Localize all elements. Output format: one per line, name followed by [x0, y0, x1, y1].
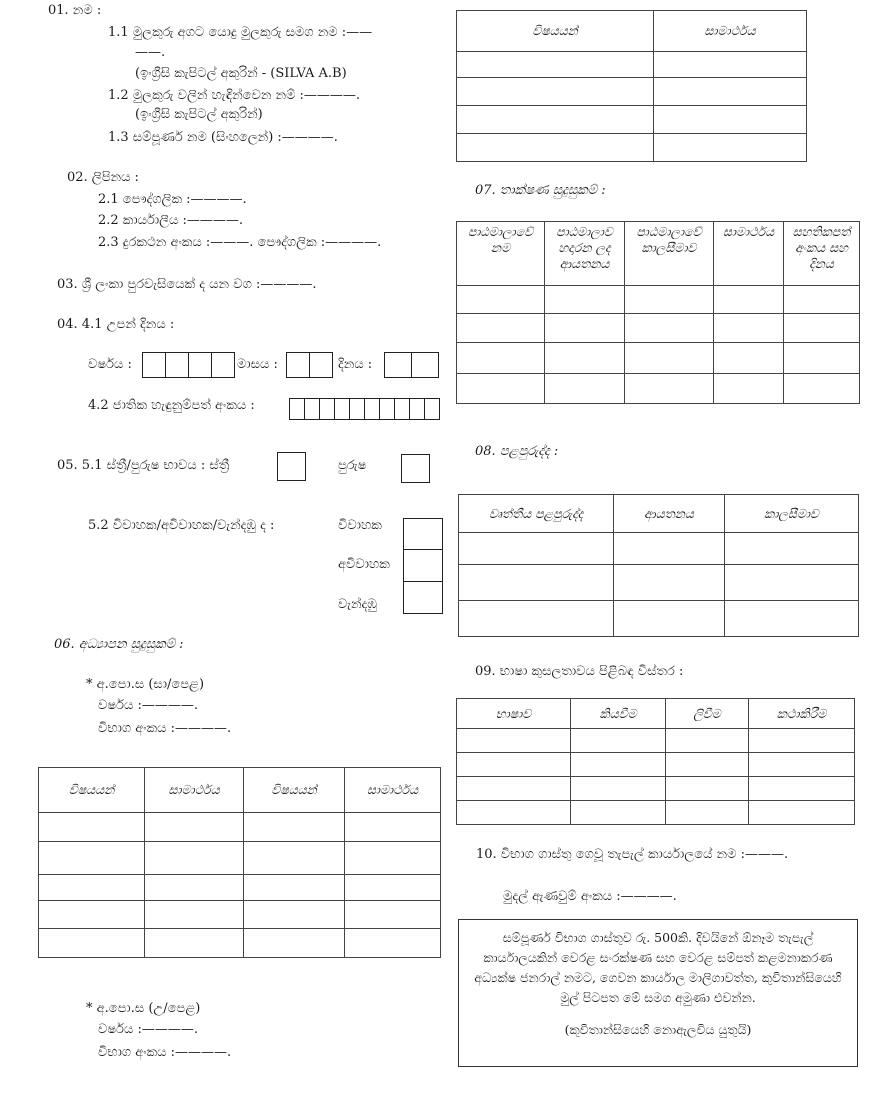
female-checkbox[interactable]	[277, 452, 306, 481]
section-02-heading: 02. ලිපිනය :	[67, 170, 139, 185]
full-name-label: 1.3 සම්පූර්ණ නම (සිංහලෙන්) :————.	[108, 130, 338, 145]
money-order-number-label: මුදල් ඇණවුම් අංකය :————.	[503, 889, 677, 904]
table-row	[457, 286, 860, 314]
section-01-heading: 01. නම :	[48, 3, 102, 18]
technical-qualifications-table	[456, 221, 860, 404]
name-with-initials-line-cont: ——.	[135, 45, 166, 60]
name-with-initials-label: 1.1 මුලකුරු අගට යොදු මුලකුරු සමග නම :——	[108, 25, 373, 40]
table-row	[457, 374, 860, 404]
table-row	[457, 314, 860, 343]
al-grade-header: සාමාර්ථය	[654, 11, 807, 52]
education-heading: 06. අධ්‍යාපන සුදුසුකම් :	[54, 637, 184, 652]
al-heading: * අ.පො.ස (උ/පෙළ)	[86, 1001, 201, 1016]
reading-header: කියවීම	[571, 699, 666, 729]
table-row	[459, 565, 859, 601]
al-year-label: වර්ෂය :————.	[98, 1022, 198, 1037]
day-input-boxes[interactable]	[385, 352, 439, 378]
married-checkbox[interactable]	[403, 518, 443, 550]
certificate-header: සහතිකපත් අංකය සහ දිනය	[784, 222, 860, 286]
writing-header: ලිවීම	[666, 699, 749, 729]
table-row	[459, 533, 859, 565]
office-address-label: 2.2 කාර්යාලීය :————.	[98, 213, 244, 228]
nic-label: 4.2 ජාතික හැඳුනුම්පත් අංකය :	[88, 398, 255, 413]
ol-index-label: විභාග අංකය :————.	[98, 721, 232, 736]
language-table	[456, 698, 855, 825]
table-row	[39, 929, 441, 958]
result-header: සාමාර්ථය	[714, 222, 784, 286]
table-row	[39, 813, 441, 842]
table-row	[457, 343, 860, 374]
post-office-label: 10. විභාග ගාස්තු ගෙවූ තැපැල් කාර්යාලයේ නම :———.	[476, 847, 789, 862]
personal-address-label: 2.1 පෞද්ගලික :————.	[98, 192, 247, 207]
ol-grade-header-2: සාමාර්ථය	[345, 768, 441, 813]
telephone-label: 2.3 දුරකථන අංකය :———. පෞද්ගලික :————.	[98, 235, 382, 250]
table-row	[457, 801, 855, 825]
experience-heading: 08. පළපුරුද්ද :	[475, 444, 559, 459]
table-row	[457, 52, 807, 78]
notice-body: සම්පූර්ණ විභාග ගාස්තුව රු. 500කි. දිවයිනේ ඕනෑම තැපැල් කාර්යාලයකින් වෙරළ සංරක්ෂණ සහ වෙරළ සම්පත් කළමනාකරණ අධ්‍යක්ෂ ජනරාල් නමට, ගෙවන කාර්යාල මාලිගාවත්ත, කුවිතාන්සියෙහි මුල් පිටපත මේ සමග අමුණා එවන්න.	[474, 930, 842, 1005]
male-label: පුරුෂ	[338, 458, 367, 473]
language-header: භාෂාව	[457, 699, 571, 729]
ol-year-label: වර්ෂය :————.	[98, 698, 198, 713]
month-input-boxes[interactable]	[287, 352, 333, 378]
year-input-boxes[interactable]	[143, 352, 235, 378]
day-label: දිනය :	[338, 357, 373, 372]
date-of-birth-heading: 04. 4.1 උපන් දිනය :	[57, 317, 175, 332]
name-with-initials-note: (ඉංග්‍රීසි කැපිටල් අකුරින් - (SILVA A.B)	[135, 66, 347, 81]
fee-payment-notice	[458, 919, 858, 1067]
table-row	[457, 729, 855, 753]
table-row	[459, 601, 859, 637]
table-row	[457, 753, 855, 777]
language-proficiency-heading: 09. භාෂා කුසලතාවය පිළිබඳ විස්තර :	[475, 664, 684, 679]
unmarried-label: අවිවාහක	[338, 557, 390, 572]
experience-table	[458, 494, 859, 637]
experience-institution-header: ආයතනය	[614, 495, 725, 533]
name-denoted-by-initials-note: (ඉංග්‍රීසි කැපිටල් අකුරින්)	[135, 107, 263, 122]
widowed-label: වැන්දඹු	[338, 597, 377, 612]
gender-label: 05. 5.1 ස්ත්‍රී/පුරුෂ භාවය : ස්ත්‍රී	[57, 458, 230, 473]
male-checkbox[interactable]	[401, 454, 430, 483]
table-row	[39, 901, 441, 929]
widowed-checkbox[interactable]	[403, 581, 443, 614]
table-row	[39, 875, 441, 901]
name-denoted-by-initials-label: 1.2 මුලකුරු වලින් හැඳින්වෙන නම් :————.	[108, 88, 361, 103]
unmarried-checkbox[interactable]	[403, 549, 443, 582]
ol-grade-header-1: සාමාර්ථය	[145, 768, 244, 813]
ol-subject-header-1: විෂයයන්	[39, 768, 145, 813]
course-duration-header: පාඨමාලාවේ කාලසීමාව	[625, 222, 714, 286]
al-results-table	[456, 10, 807, 162]
professional-experience-header: වෘත්තීය පළපුරුද්ද	[459, 495, 614, 533]
year-label: වර්ෂය :	[88, 357, 132, 372]
al-subject-header: විෂයයන්	[457, 11, 654, 52]
course-name-header: පාඨමාලාවේ නම	[457, 222, 545, 286]
table-row	[457, 106, 807, 134]
civil-status-label: 5.2 විවාහක/අවිවාහක/වැන්දඹු ද :	[88, 518, 275, 533]
table-row	[457, 134, 807, 162]
speaking-header: කථාකිරීම	[749, 699, 855, 729]
institution-header: පාඨමාලාව හදාරන ලද ආයතනය	[545, 222, 625, 286]
ol-heading: * අ.පො.ස (සා/පෙළ)	[86, 677, 205, 692]
table-row	[457, 78, 807, 106]
nic-input-boxes[interactable]	[290, 398, 440, 420]
technical-qualifications-heading: 07. තාක්ෂණ සුදුසුකම් :	[475, 183, 606, 198]
citizenship-label: 03. ශ්‍රී ලංකා පුරවැසියෙක් ද යන වග :————.	[57, 277, 317, 292]
experience-duration-header: කාලසීමාව	[725, 495, 859, 533]
married-label: විවාහක	[338, 518, 382, 533]
table-row	[39, 842, 441, 875]
ol-subject-header-2: විෂයයන්	[244, 768, 345, 813]
notice-footer: (කුවිතාන්සියෙහි නොඇලවිය යුතුයි)	[564, 1022, 752, 1037]
table-row	[457, 777, 855, 801]
month-label: මාසය :	[237, 357, 278, 372]
ol-results-table	[38, 767, 441, 958]
al-index-label: විභාග අංකය :————.	[98, 1045, 232, 1060]
